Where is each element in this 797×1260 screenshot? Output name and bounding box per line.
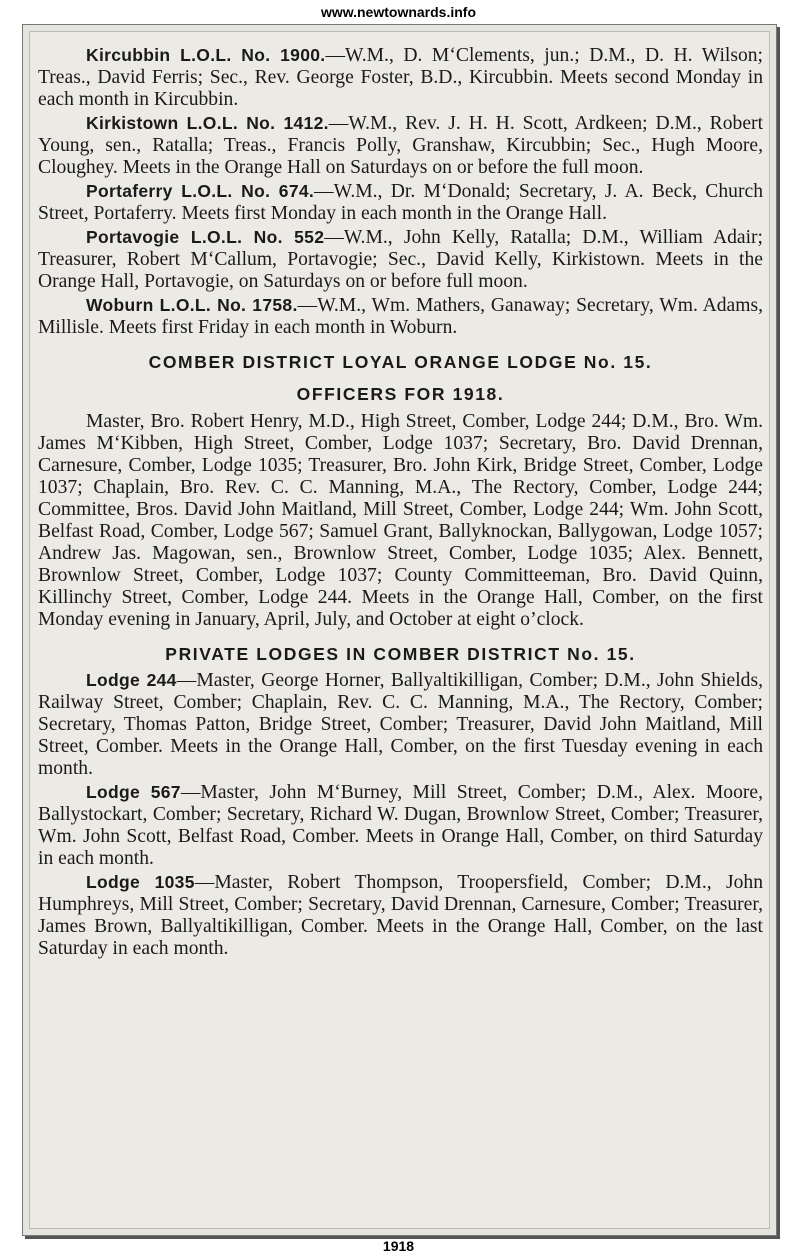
- lodge-name: Woburn L.O.L. No. 1758.: [86, 295, 298, 315]
- lodge-name: Lodge 567: [86, 782, 181, 802]
- lodge-entry-portavogie: [38, 226, 763, 293]
- lodge-details: —W.M., Rev. J. H. H. Scott, Ardkeen; D.M., Robert Young, sen., Ratalla; Treas., Francis Polly, Granshaw, Kircubbin; Sec., Hugh Moore, Cloughey. Meets in the Orange Hall on Saturdays on or before the full moon.: [38, 113, 764, 178]
- lodge-entry-1035: [38, 871, 763, 960]
- lodge-name: Lodge 1035: [86, 872, 195, 892]
- lodge-name: Kirkistown L.O.L. No. 1412.: [86, 113, 329, 133]
- lodge-details: —W.M., D. M‘Clements, jun.; D.M., D. H. Wilson; Treas., David Ferris; Sec., Rev. George Foster, B.D., Kircubbin. Meets second Monday in each month in Kircubbin.: [38, 45, 763, 110]
- lodge-entry-244: [38, 669, 763, 780]
- comber-district-heading: COMBER DISTRICT LOYAL ORANGE LODGE No. 15.: [148, 352, 653, 372]
- site-url: www.newtownards.info: [320, 4, 477, 20]
- officers-heading: OFFICERS FOR 1918.: [296, 384, 505, 404]
- scanned-page: [29, 31, 770, 1229]
- lodge-details: —Master, Robert Thompson, Troopersfield, Comber; D.M., John Humphreys, Mill Street, Comber; Secretary, David Drennan, Carnesure, Comber; Treasurer, James Brown, Ballyaltikilligan, Comber. Meets in the Orange Hall, Comber, on the last Saturday in each month.: [38, 872, 763, 959]
- page-text: [38, 44, 763, 960]
- lodge-entry-woburn: [38, 294, 763, 339]
- private-lodges-heading: PRIVATE LODGES IN COMBER DISTRICT No. 15.: [165, 644, 636, 664]
- lodge-entry-portaferry: [38, 180, 763, 225]
- officers-list: Master, Bro. Robert Henry, M.D., High Street, Comber, Lodge 244; D.M., Bro. Wm. James M‘Kibben, High Street, Comber, Lodge 1037; Secretary, Bro. David Drennan, Carnesure, Comber, Lodge 1035; Treasurer, Bro. John Kirk, Bridge Street, Comber, Lodge 1037; Chaplain, Bro. Rev. C. C. Manning, M.A., The Rectory, Comber, Lodge 244; Committee, Bros. David John Maitland, Mill Street, Comber, Lodge 244; Wm. John Scott, Belfast Road, Comber, Lodge 567; Samuel Grant, Ballyknockan, Ballygowan, Lodge 1057; Andrew Jas. Magowan, sen., Brownlow Street, Comber, Lodge 1035; Alex. Bennett, Brownlow Street, Comber, Lodge 1037; County Committeeman, Bro. David Quinn, Killinchy Street, Comber, Lodge 244. Meets in the Orange Hall, Comber, on the first Monday evening in January, April, July, and October at eight o’clock.: [38, 411, 763, 630]
- lodge-details: —W.M., Dr. M‘Donald; Secretary, J. A. Beck, Church Street, Portaferry. Meets first Monday in each month in the Orange Hall.: [38, 181, 763, 224]
- lodge-name: Portaferry L.O.L. No. 674.: [86, 181, 315, 201]
- lodge-details: —Master, John M‘Burney, Mill Street, Comber; D.M., Alex. Moore, Ballystockart, Comber; Secretary, Richard W. Dugan, Brownlow Street, Comber; Treasurer, Wm. John Scott, Belfast Road, Comber. Meets in Orange Hall, Comber, on third Saturday in each month.: [38, 782, 763, 869]
- lodge-entry-kirkistown: [38, 112, 763, 179]
- footer-year: 1918: [382, 1238, 415, 1254]
- lodge-entry-kircubbin: [38, 44, 763, 111]
- lodge-name: Kircubbin L.O.L. No. 1900.: [86, 45, 326, 65]
- lodge-entry-567: [38, 781, 763, 870]
- lodge-name: Portavogie L.O.L. No. 552: [86, 227, 325, 247]
- lodge-details: —Master, George Horner, Ballyaltikilligan, Comber; D.M., John Shields, Railway Street, Comber; Chaplain, Rev. C. C. Manning, M.A., The Rectory, Comber; Secretary, Thomas Patton, Bridge Street, Comber; Treasurer, David John Maitland, Mill Street, Comber. Meets in the Orange Hall, Comber, on the first Tuesday evening in each month.: [38, 670, 763, 779]
- lodge-name: Lodge 244: [86, 670, 177, 690]
- lodge-details: —W.M., John Kelly, Ratalla; D.M., William Adair; Treasurer, Robert M‘Callum, Portavogie; Sec., David Kelly, Kirkistown. Meets in the Orange Hall, Portavogie, on Saturdays on or before full moon.: [38, 227, 763, 292]
- scanned-page-frame: [22, 24, 777, 1236]
- lodge-details: —W.M., Wm. Mathers, Ganaway; Secretary, Wm. Adams, Millisle. Meets first Friday in each month in Woburn.: [38, 295, 763, 338]
